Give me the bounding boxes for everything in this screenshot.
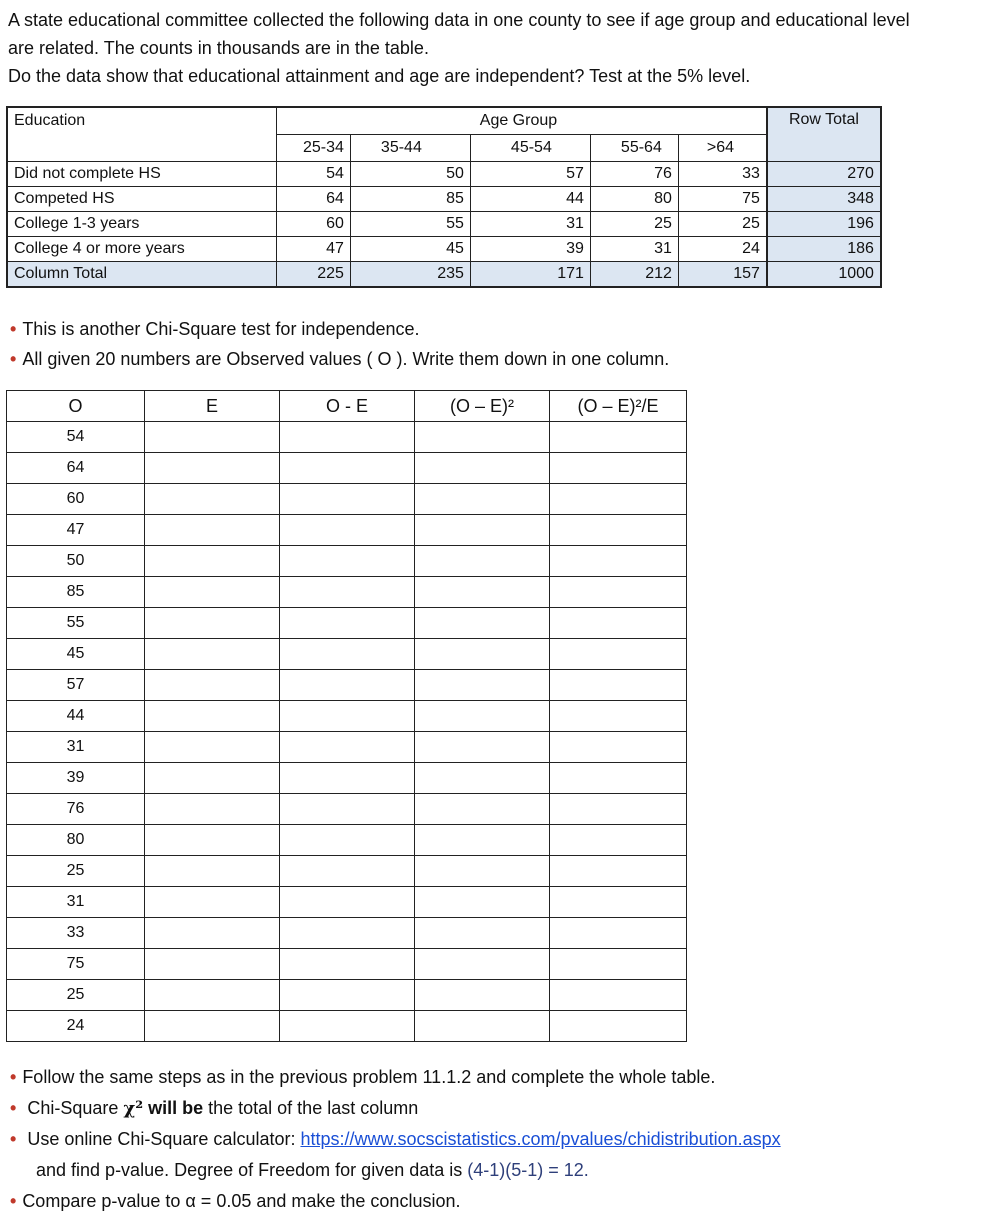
blank-cell[interactable] xyxy=(550,856,687,887)
cell: 45 xyxy=(350,237,470,262)
blank-cell[interactable] xyxy=(415,887,550,918)
blank-cell[interactable] xyxy=(145,732,280,763)
bullet-item xyxy=(10,1062,781,1093)
bullet-icon: • xyxy=(10,1098,17,1118)
blank-cell[interactable] xyxy=(415,856,550,887)
table-row xyxy=(7,949,687,980)
instructions-list xyxy=(10,314,669,374)
age-col-header: 45-54 xyxy=(470,135,590,162)
bullet-icon: • xyxy=(10,349,17,369)
cell: 85 xyxy=(350,187,470,212)
bullet-icon: • xyxy=(10,319,17,339)
bullet-text: Chi-Square xyxy=(27,1098,124,1118)
blank-cell[interactable] xyxy=(550,887,687,918)
cell: 33 xyxy=(678,162,767,187)
blank-cell[interactable] xyxy=(550,453,687,484)
table-row xyxy=(7,1011,687,1042)
table-row xyxy=(7,639,687,670)
age-col-header: 25-34 xyxy=(277,135,351,162)
row-label: College 4 or more years xyxy=(7,237,277,262)
cell: 25 xyxy=(678,212,767,237)
row-total: 186 xyxy=(767,237,881,262)
blank-cell[interactable] xyxy=(280,639,415,670)
blank-cell[interactable] xyxy=(550,639,687,670)
table-row xyxy=(7,856,687,887)
cell: 31 xyxy=(590,237,678,262)
row-label: College 1-3 years xyxy=(7,212,277,237)
blank-cell[interactable] xyxy=(550,577,687,608)
blank-cell[interactable] xyxy=(415,763,550,794)
blank-cell[interactable] xyxy=(415,639,550,670)
header-o-minus-e: O - E xyxy=(280,391,415,422)
cell: 64 xyxy=(277,187,351,212)
blank-cell[interactable] xyxy=(145,515,280,546)
bullet-item xyxy=(10,344,669,374)
bullet-icon: • xyxy=(10,1129,17,1149)
bullet-text: Compare p-value to α = 0.05 and make the conclusion. xyxy=(22,1191,461,1211)
observed-cell: 31 xyxy=(7,732,145,763)
table-row xyxy=(7,918,687,949)
blank-cell[interactable] xyxy=(550,949,687,980)
bullet-icon: • xyxy=(10,1191,17,1211)
blank-cell[interactable] xyxy=(280,546,415,577)
blank-cell[interactable] xyxy=(415,515,550,546)
blank-cell[interactable] xyxy=(145,639,280,670)
blank-cell[interactable] xyxy=(550,980,687,1011)
header-squared: (O – E)² xyxy=(415,391,550,422)
intro-line-1: A state educational committee collected the following data in one county to see if age group and educational level xyxy=(8,10,910,30)
table-row xyxy=(7,453,687,484)
blank-cell[interactable] xyxy=(550,701,687,732)
column-total-row xyxy=(7,262,881,288)
blank-cell[interactable] xyxy=(550,1011,687,1042)
cell: 55 xyxy=(350,212,470,237)
column-total: 157 xyxy=(678,262,767,288)
blank-cell[interactable] xyxy=(280,701,415,732)
observed-cell: 47 xyxy=(7,515,145,546)
blank-cell[interactable] xyxy=(280,577,415,608)
cell: 25 xyxy=(590,212,678,237)
blank-cell[interactable] xyxy=(145,887,280,918)
blank-cell[interactable] xyxy=(145,577,280,608)
cell: 80 xyxy=(590,187,678,212)
blank-cell[interactable] xyxy=(415,701,550,732)
table-row xyxy=(7,887,687,918)
row-label: Competed HS xyxy=(7,187,277,212)
age-col-header: 35-44 xyxy=(350,135,470,162)
blank-cell[interactable] xyxy=(550,763,687,794)
blank-cell[interactable] xyxy=(550,546,687,577)
bullet-item xyxy=(10,1093,781,1124)
chi-square-work-table xyxy=(6,390,687,1042)
blank-cell[interactable] xyxy=(145,856,280,887)
column-total: 235 xyxy=(350,262,470,288)
observed-cell: 85 xyxy=(7,577,145,608)
column-total: 212 xyxy=(590,262,678,288)
row-total: 196 xyxy=(767,212,881,237)
observed-cell: 75 xyxy=(7,949,145,980)
cell: 54 xyxy=(277,162,351,187)
observed-cell: 33 xyxy=(7,918,145,949)
blank-cell[interactable] xyxy=(280,856,415,887)
blank-cell[interactable] xyxy=(550,484,687,515)
cell: 60 xyxy=(277,212,351,237)
table-row xyxy=(7,577,687,608)
intro-line-3: Do the data show that educational attainment and age are independent? Test at the 5% level. xyxy=(8,66,751,86)
blank-cell[interactable] xyxy=(280,825,415,856)
blank-cell[interactable] xyxy=(280,515,415,546)
bullet-text: and find p-value. Degree of Freedom for given data is xyxy=(36,1160,468,1180)
cell: 50 xyxy=(350,162,470,187)
table-row xyxy=(7,701,687,732)
problem-intro xyxy=(8,6,998,90)
table-row xyxy=(7,484,687,515)
intro-line-2: are related. The counts in thousands are in the table. xyxy=(8,38,429,58)
chi-square-symbol: χ² xyxy=(123,1098,144,1119)
row-total: 270 xyxy=(767,162,881,187)
bullet-text: All given 20 numbers are Observed values ( O ). Write them down in one column. xyxy=(22,349,670,369)
bullet-item xyxy=(10,314,669,344)
observed-cell: 25 xyxy=(7,980,145,1011)
blank-cell[interactable] xyxy=(145,794,280,825)
table-row xyxy=(7,237,881,262)
blank-cell[interactable] xyxy=(145,670,280,701)
blank-cell[interactable] xyxy=(415,949,550,980)
cell: 57 xyxy=(470,162,590,187)
row-label: Did not complete HS xyxy=(7,162,277,187)
blank-cell[interactable] xyxy=(280,1011,415,1042)
blank-cell[interactable] xyxy=(145,546,280,577)
bullet-item xyxy=(10,1186,781,1217)
observed-data-table xyxy=(6,106,882,288)
table-row xyxy=(7,825,687,856)
column-total: 225 xyxy=(277,262,351,288)
cell: 24 xyxy=(678,237,767,262)
blank-cell[interactable] xyxy=(415,794,550,825)
blank-cell[interactable] xyxy=(145,980,280,1011)
bullet-item xyxy=(10,1124,781,1155)
observed-cell: 31 xyxy=(7,887,145,918)
observed-cell: 64 xyxy=(7,453,145,484)
blank-cell[interactable] xyxy=(550,515,687,546)
row-total-header: Row Total xyxy=(767,107,881,162)
cell: 31 xyxy=(470,212,590,237)
observed-cell: 44 xyxy=(7,701,145,732)
observed-cell: 55 xyxy=(7,608,145,639)
observed-cell: 54 xyxy=(7,422,145,453)
blank-cell[interactable] xyxy=(550,918,687,949)
blank-cell[interactable] xyxy=(415,608,550,639)
blank-cell[interactable] xyxy=(280,732,415,763)
blank-cell[interactable] xyxy=(280,608,415,639)
blank-cell[interactable] xyxy=(415,1011,550,1042)
table-row xyxy=(7,546,687,577)
age-col-header: >64 xyxy=(678,135,767,162)
blank-cell[interactable] xyxy=(415,825,550,856)
blank-cell[interactable] xyxy=(280,763,415,794)
blank-cell[interactable] xyxy=(145,918,280,949)
blank-cell[interactable] xyxy=(415,453,550,484)
observed-cell: 45 xyxy=(7,639,145,670)
table-row xyxy=(7,162,881,187)
bullet-text: the total of the last column xyxy=(203,1098,419,1118)
table-row xyxy=(7,794,687,825)
blank-cell[interactable] xyxy=(415,546,550,577)
blank-cell[interactable] xyxy=(145,763,280,794)
blank-cell[interactable] xyxy=(550,422,687,453)
blank-cell[interactable] xyxy=(415,670,550,701)
blank-cell[interactable] xyxy=(415,980,550,1011)
blank-cell[interactable] xyxy=(280,670,415,701)
age-group-header: Age Group xyxy=(277,107,767,135)
blank-cell[interactable] xyxy=(550,732,687,763)
blank-cell[interactable] xyxy=(415,422,550,453)
cell: 76 xyxy=(590,162,678,187)
blank-cell[interactable] xyxy=(280,980,415,1011)
blank-cell[interactable] xyxy=(550,608,687,639)
bold-text: will be xyxy=(143,1098,204,1118)
table-row xyxy=(7,980,687,1011)
follow-up-instructions xyxy=(10,1062,781,1217)
header-contribution: (O – E)²/E xyxy=(550,391,687,422)
blank-cell[interactable] xyxy=(550,794,687,825)
blank-cell[interactable] xyxy=(280,794,415,825)
cell: 75 xyxy=(678,187,767,212)
observed-cell: 80 xyxy=(7,825,145,856)
row-total: 348 xyxy=(767,187,881,212)
degrees-of-freedom: (4-1)(5-1) = 12. xyxy=(467,1160,589,1180)
blank-cell[interactable] xyxy=(145,825,280,856)
bullet-text: Follow the same steps as in the previous problem 11.1.2 and complete the whole table. xyxy=(22,1067,716,1087)
observed-cell: 57 xyxy=(7,670,145,701)
calculator-link[interactable]: https://www.socscistatistics.com/pvalues/chidistribution.aspx xyxy=(300,1129,781,1149)
blank-cell[interactable] xyxy=(280,918,415,949)
blank-cell[interactable] xyxy=(415,918,550,949)
blank-cell[interactable] xyxy=(145,422,280,453)
cell: 44 xyxy=(470,187,590,212)
blank-cell[interactable] xyxy=(280,887,415,918)
observed-cell: 50 xyxy=(7,546,145,577)
column-total-label: Column Total xyxy=(7,262,277,288)
table-row xyxy=(7,763,687,794)
blank-cell[interactable] xyxy=(145,484,280,515)
observed-cell: 60 xyxy=(7,484,145,515)
table-row xyxy=(7,515,687,546)
observed-cell: 76 xyxy=(7,794,145,825)
education-header: Education xyxy=(7,107,277,135)
blank-cell[interactable] xyxy=(550,670,687,701)
age-col-header: 55-64 xyxy=(590,135,678,162)
observed-cell: 25 xyxy=(7,856,145,887)
bullet-text: This is another Chi-Square test for independence. xyxy=(22,319,420,339)
blank-cell[interactable] xyxy=(145,949,280,980)
blank-cell[interactable] xyxy=(145,608,280,639)
observed-cell: 39 xyxy=(7,763,145,794)
blank-cell[interactable] xyxy=(280,422,415,453)
table-row xyxy=(7,187,881,212)
blank-cell[interactable] xyxy=(415,484,550,515)
table-row xyxy=(7,608,687,639)
table-row xyxy=(7,732,687,763)
blank-cell[interactable] xyxy=(280,949,415,980)
header-e: E xyxy=(145,391,280,422)
bullet-icon: • xyxy=(10,1067,17,1087)
blank-cell[interactable] xyxy=(280,484,415,515)
table-row xyxy=(7,670,687,701)
blank-cell[interactable] xyxy=(145,453,280,484)
cell: 47 xyxy=(277,237,351,262)
header-o: O xyxy=(7,391,145,422)
table-row xyxy=(7,422,687,453)
blank-cell[interactable] xyxy=(145,701,280,732)
cell: 39 xyxy=(470,237,590,262)
blank-cell[interactable] xyxy=(550,825,687,856)
grand-total: 1000 xyxy=(767,262,881,288)
blank-cell[interactable] xyxy=(145,1011,280,1042)
bullet-continuation xyxy=(10,1155,781,1186)
table-row xyxy=(7,212,881,237)
observed-cell: 24 xyxy=(7,1011,145,1042)
bullet-text: Use online Chi-Square calculator: xyxy=(27,1129,301,1149)
blank-cell[interactable] xyxy=(280,453,415,484)
blank-cell[interactable] xyxy=(415,732,550,763)
column-total: 171 xyxy=(470,262,590,288)
blank-cell[interactable] xyxy=(415,577,550,608)
